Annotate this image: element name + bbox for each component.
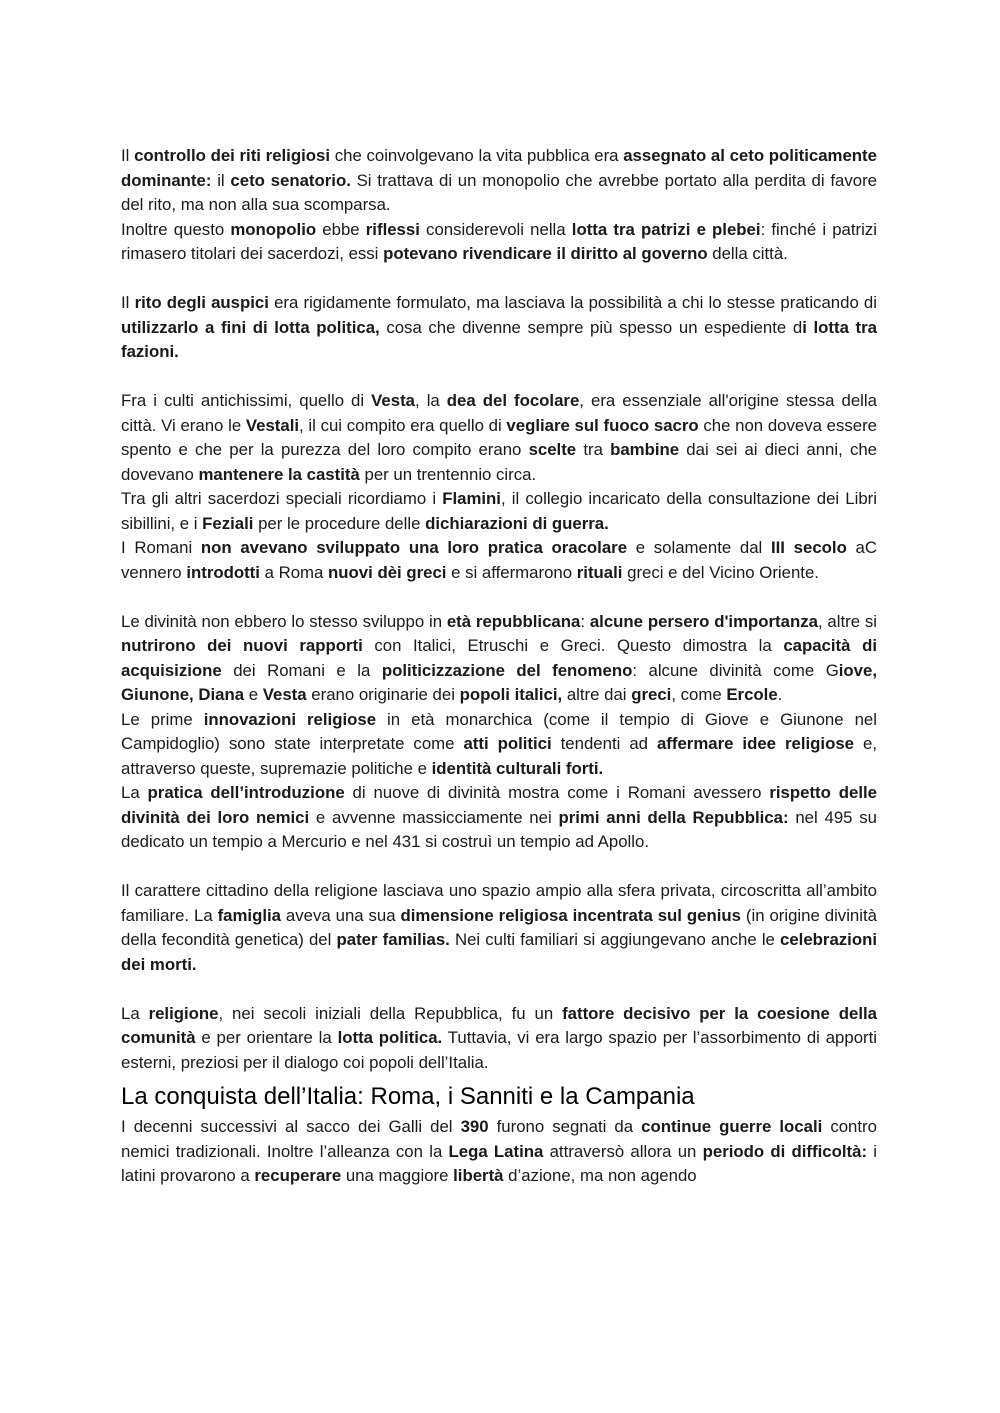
bold-text: lotta tra patrizi e plebei xyxy=(571,219,761,239)
bold-text: Vesta xyxy=(371,391,416,410)
text-run: con Italici, Etruschi e Greci. Questo dimostra la xyxy=(362,636,784,655)
bold-text: pater familias. xyxy=(336,930,450,949)
bold-text: rituali xyxy=(576,562,623,582)
bold-text: nuovi dèi greci xyxy=(328,562,447,582)
text-run: , il cui compito era quello di xyxy=(299,415,507,435)
paragraph-spacer xyxy=(121,267,877,292)
text-run: furono segnati da xyxy=(488,1117,642,1136)
bold-text: atti politici xyxy=(463,734,552,753)
bold-text: popoli italici, xyxy=(459,685,563,704)
bold-text: bambine xyxy=(610,440,680,459)
bold-text: libertà xyxy=(453,1166,504,1185)
text-run: Le prime xyxy=(121,709,204,729)
text-run: Nei culti familiari si aggiungevano anche le xyxy=(449,930,781,949)
bold-text: famiglia xyxy=(217,905,281,925)
text-run: e solamente dal xyxy=(627,538,771,557)
text-run: Tuttavia, vi era largo spazio per l’assorbimento di apporti esterni, preziosi per il dialogo coi popoli dell’Italia. xyxy=(121,1028,878,1072)
bold-text: dimensione religiosa incentrata sul genius xyxy=(400,905,741,925)
text-run: i latini provarono a xyxy=(121,1141,877,1185)
bold-text: vegliare sul fuoco sacro xyxy=(506,415,699,435)
bold-text: affermare idee religiose xyxy=(656,734,855,753)
text-run: cosa che divenne sempre più spesso un espediente d xyxy=(379,317,803,337)
text-run: : alcune divinità come G xyxy=(632,660,839,680)
body-text xyxy=(121,144,877,1075)
bold-text: recuperare xyxy=(254,1166,342,1185)
bold-text: rito degli auspici xyxy=(134,293,269,312)
text-run: erano originarie dei xyxy=(306,685,460,704)
text-run: tra xyxy=(576,440,611,459)
bold-text: mantenere la castità xyxy=(198,464,360,484)
text-run: aC vennero xyxy=(121,538,877,582)
bold-text: riflessi xyxy=(365,219,420,239)
text-run: Inoltre questo xyxy=(121,219,231,239)
text-run: , nei secoli iniziali della Repubblica, fu un xyxy=(218,1003,563,1023)
text-run: , come xyxy=(671,685,727,704)
bold-text: politicizzazione del fenomeno xyxy=(381,660,633,680)
paragraph xyxy=(121,144,877,218)
text-run: era rigidamente formulato, ma lasciava la possibilità a chi lo stesse praticando di xyxy=(268,293,877,312)
bold-text: innovazioni religiose xyxy=(203,709,377,729)
text-run: (in origine divinità della fecondità genetica) del xyxy=(121,905,877,949)
bold-text: celebrazioni dei morti. xyxy=(121,930,878,974)
bold-text: greci xyxy=(631,685,672,704)
paragraph xyxy=(121,781,877,855)
bold-text: dichiarazioni di guerra. xyxy=(425,513,609,533)
bold-text: continue guerre locali xyxy=(641,1117,823,1136)
paragraph-spacer xyxy=(121,585,877,610)
bold-text: utilizzarlo a fini di lotta politica, xyxy=(121,317,380,337)
bold-text: assegnato al ceto politicamente dominante: xyxy=(121,146,877,190)
bold-text: potevano rivendicare il diritto al governo xyxy=(383,244,708,263)
paragraph xyxy=(121,291,877,365)
bold-text: periodo di difficoltà: xyxy=(702,1141,868,1161)
text-run: Il xyxy=(121,146,135,165)
bold-text: i lotta tra fazioni. xyxy=(121,317,877,361)
text-run: e avvenne massicciamente nei xyxy=(309,807,559,827)
text-run: , la xyxy=(415,391,447,410)
paragraph xyxy=(121,536,877,585)
bold-text: nutrirono dei nuovi rapporti xyxy=(121,636,363,655)
text-run: attraversò allora un xyxy=(543,1141,703,1161)
bold-text: fattore decisivo per la coesione della comunità xyxy=(121,1003,877,1047)
bold-text: pratica dell’introduzione xyxy=(147,783,345,802)
bold-text: dea del focolare xyxy=(446,391,580,410)
text-run: ebbe xyxy=(316,219,366,239)
bold-text: III secolo xyxy=(770,538,847,557)
text-run: nel 495 su dedicato un tempio a Mercurio e nel 431 si costruì un tempio ad Apollo. xyxy=(121,807,877,851)
text-run: Le divinità non ebbero lo stesso sviluppo in xyxy=(121,611,447,631)
text-run: La xyxy=(121,1003,149,1023)
text-run: , il collegio incaricato della consultazione dei Libri sibillini, e i xyxy=(121,489,877,533)
paragraph xyxy=(121,389,877,487)
bold-text: rispetto delle divinità dei loro nemici xyxy=(121,783,877,827)
text-run: che non doveva essere spento e che per la purezza del loro compito erano xyxy=(121,415,878,459)
document-page xyxy=(121,144,877,1189)
text-run: : xyxy=(580,611,590,631)
text-run: La xyxy=(121,783,148,802)
paragraph xyxy=(121,1002,877,1076)
text-run: greci e del Vicino Oriente. xyxy=(622,562,819,582)
text-run: che coinvolgevano la vita pubblica era xyxy=(330,146,624,165)
bold-text: età repubblicana xyxy=(446,611,581,631)
text-run: contro nemici tradizionali. Inoltre l’alleanza con la xyxy=(121,1117,877,1161)
paragraph-spacer xyxy=(121,977,877,1002)
text-run: altre dai xyxy=(562,685,632,704)
bold-text: primi anni della Repubblica: xyxy=(558,807,789,827)
text-run: Il xyxy=(121,293,135,312)
paragraph xyxy=(121,1115,877,1189)
text-run: e xyxy=(244,685,263,704)
text-run: per le procedure delle xyxy=(253,513,426,533)
paragraph xyxy=(121,610,877,708)
bold-text: religione xyxy=(148,1003,219,1023)
paragraph xyxy=(121,218,877,267)
text-run: , era essenziale all'origine stessa della città. Vi erano le xyxy=(121,391,877,435)
text-run: e, attraverso queste, supremazie politiche e xyxy=(121,734,877,778)
bold-text: Ercole xyxy=(726,685,778,704)
text-run: Si trattava di un monopolio che avrebbe portato alla perdita di favore del rito, ma non alla sua scomparsa. xyxy=(121,170,877,214)
text-run: della città. xyxy=(707,244,788,263)
bold-text: controllo dei riti religiosi xyxy=(134,146,331,165)
text-run: I Romani xyxy=(121,538,201,557)
text-run: Tra gli altri sacerdozi speciali ricordiamo i xyxy=(121,489,443,508)
text-run: il xyxy=(211,170,231,190)
text-run: per un trentennio circa. xyxy=(359,464,537,484)
paragraph-spacer xyxy=(121,365,877,390)
text-run: Il carattere cittadino della religione lasciava uno spazio ampio alla sfera privata, circoscritta all’ambito familiare. La xyxy=(121,881,877,925)
bold-text: introdotti xyxy=(186,562,260,582)
bold-text: 390 xyxy=(460,1117,489,1136)
text-run: e si affermarono xyxy=(446,562,577,582)
bold-text: identità culturali forti. xyxy=(431,758,604,778)
paragraph-spacer xyxy=(121,855,877,880)
text-run: I decenni successivi al sacco dei Galli del xyxy=(121,1117,461,1136)
bold-text: Flamini xyxy=(442,489,501,508)
text-run: dei Romani e la xyxy=(221,660,382,680)
bold-text: lotta politica. xyxy=(337,1028,443,1047)
paragraph xyxy=(121,708,877,782)
text-run: aveva una sua xyxy=(281,905,401,925)
section-heading: La conquista dell’Italia: Roma, i Sanniti e la Campania xyxy=(121,1083,695,1110)
section-intro xyxy=(121,1115,877,1189)
text-run: : finché i patrizi rimasero titolari dei sacerdozi, essi xyxy=(121,219,877,263)
text-run: di nuove di divinità mostra come i Romani avessero xyxy=(344,783,770,802)
bold-text: monopolio xyxy=(230,219,317,239)
text-run: e per orientare la xyxy=(195,1028,338,1047)
bold-text: ceto senatorio. xyxy=(230,170,351,190)
text-run: una maggiore xyxy=(341,1166,454,1185)
text-run: dai sei ai dieci anni, che dovevano xyxy=(121,440,877,484)
bold-text: capacità di acquisizione xyxy=(121,636,877,680)
text-run: a Roma xyxy=(259,562,329,582)
bold-text: Lega Latina xyxy=(448,1141,544,1161)
paragraph xyxy=(121,487,877,536)
text-run: considerevoli nella xyxy=(419,219,572,239)
text-run: . xyxy=(777,685,783,704)
text-run: tendenti ad xyxy=(551,734,657,753)
text-run: , altre si xyxy=(817,611,878,631)
bold-text: iove, Giunone, Diana xyxy=(121,660,878,704)
text-run: in età monarchica (come il tempio di Giove e Giunone nel Campidoglio) sono state interpretate come xyxy=(121,709,877,753)
text-run: d’azione, ma non agendo xyxy=(503,1166,697,1185)
bold-text: alcune persero d'importanza xyxy=(589,611,818,631)
text-run: Fra i culti antichissimi, quello di xyxy=(121,391,372,410)
paragraph xyxy=(121,879,877,977)
bold-text: scelte xyxy=(528,440,577,459)
bold-text: Feziali xyxy=(202,513,254,533)
bold-text: Vestali xyxy=(245,415,300,435)
bold-text: non avevano sviluppato una loro pratica oracolare xyxy=(200,538,628,557)
bold-text: Vesta xyxy=(262,685,307,704)
